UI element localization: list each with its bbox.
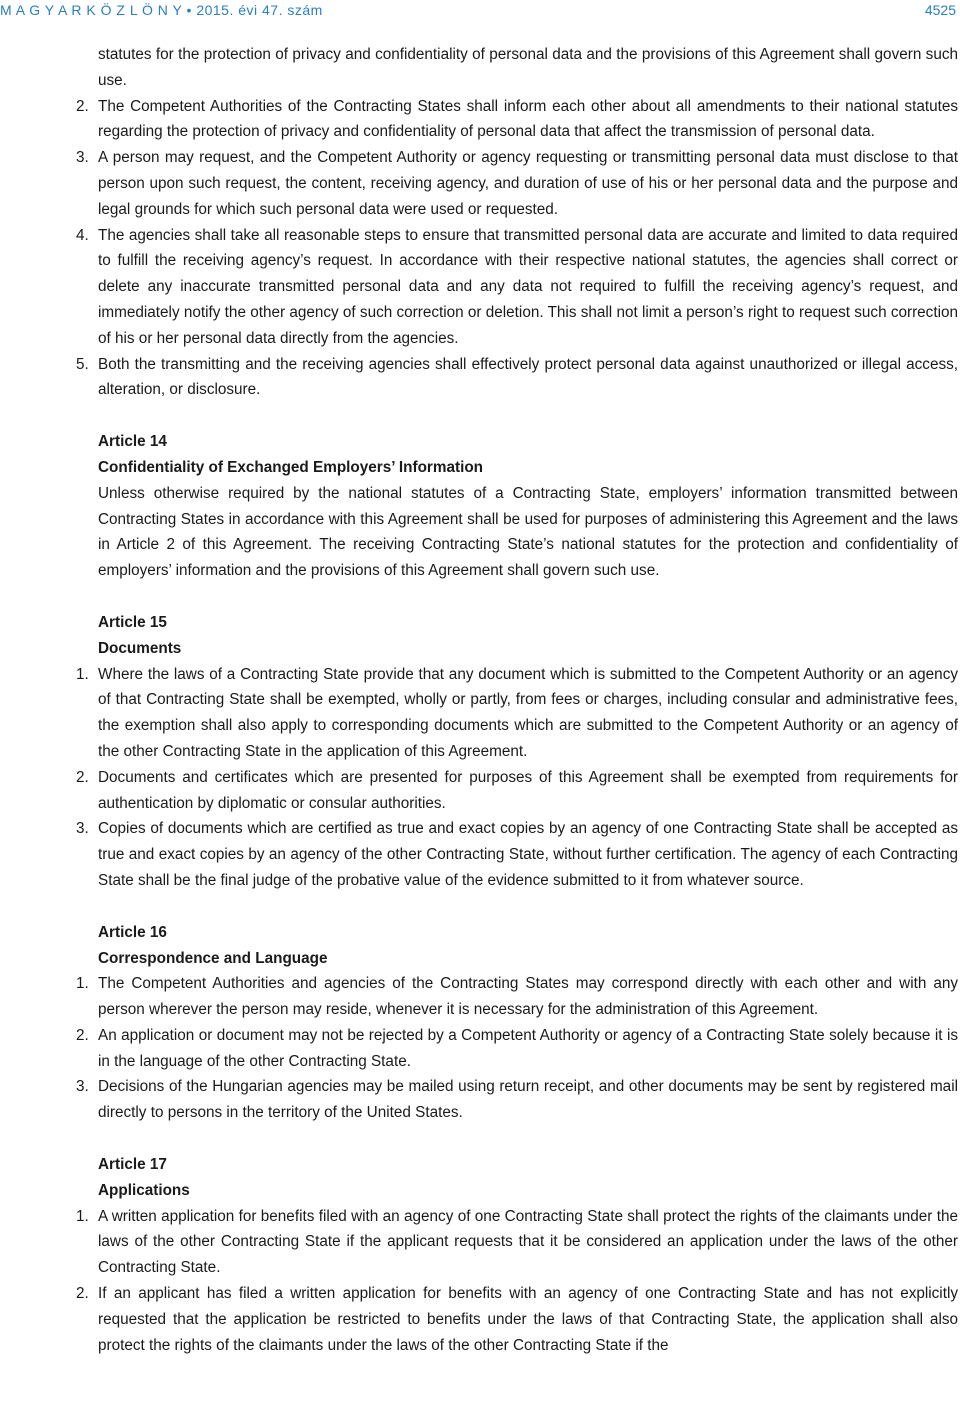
article-title: Applications — [98, 1181, 190, 1199]
item-number: 1. — [76, 665, 89, 683]
list-item — [0, 971, 958, 1023]
item-number: 2. — [76, 1285, 89, 1303]
item-number: 4. — [76, 226, 89, 244]
item-text: A written application for benefits filed with an agency of one Contracting State shall protect the rights of the claimants under the laws of the other Contracting State if the applicant requests that it be considered an application under the laws of the other Contracting State. — [98, 1207, 958, 1277]
list-item — [0, 662, 958, 765]
page-number: 4525 — [924, 2, 956, 18]
item-number: 2. — [76, 97, 89, 115]
list-item — [0, 1204, 958, 1281]
list-item — [0, 352, 958, 404]
document-body — [0, 42, 958, 1358]
item-text: Copies of documents which are certified as true and exact copies by an agency of one Contracting State shall be accepted as true and exact copies by an agency of the other Contracting State, without further certification. The agency of each Contracting State shall be the final judge of the probative value of the evidence submitted to it from whatever source. — [98, 820, 958, 889]
item-number: 2. — [76, 768, 89, 786]
item-text: The Competent Authorities of the Contracting States shall inform each other about all amendments to their national statutes regarding the protection of privacy and confidentiality of personal data that affect the transmission of personal data. — [98, 97, 958, 141]
item-text: The Competent Authorities and agencies of the Contracting States may correspond directly with each other and with any person wherever the person may reside, whenever it is necessary for the administration of this Agreement. — [98, 975, 958, 1019]
list-item — [0, 94, 958, 146]
list-item — [0, 765, 958, 817]
item-text: The agencies shall take all reasonable steps to ensure that transmitted personal data are accurate and limited to data required to fulfill the receiving agency’s request. In accordance with their respective national statutes, the agencies shall correct or delete any inaccurate transmitted personal data and any data not required to fulfill the receiving agency’s request, and immediately notify the other agency of such correction or deletion. This shall not limit a person’s right to request such correction of his or her personal data directly from the agencies. — [98, 226, 958, 347]
item-number: 3. — [76, 1078, 89, 1096]
article-number: Article 16 — [98, 923, 167, 941]
item-text: Decisions of the Hungarian agencies may be mailed using return receipt, and other documents may be sent by registered mail directly to persons in the territory of the United States. — [98, 1078, 958, 1122]
item-number: 3. — [76, 149, 89, 167]
article-title: Documents — [98, 639, 182, 657]
journal-title: M A G Y A R K Ö Z L Ö N Y • 2015. évi 47. szám — [0, 2, 323, 18]
list-item — [0, 145, 958, 222]
item-text: An application or document may not be rejected by a Competent Authority or agency of a Contracting State solely because it is in the language of the other Contracting State. — [98, 1026, 958, 1070]
item-text: Documents and certificates which are presented for purposes of this Agreement shall be exempted from requirements for authentication by diplomatic or consular authorities. — [98, 768, 958, 812]
item-text: Where the laws of a Contracting State provide that any document which is submitted to the Competent Authority or an agency of that Contracting State shall be exempted, wholly or partly, from fees or charges, including consular and administrative fees, the exemption shall also apply to corresponding documents which are submitted to the Competent Authority or an agency of the other Contracting State in the application of this Agreement. — [98, 665, 958, 760]
article-title: Confidentiality of Exchanged Employers’ Information — [98, 458, 484, 476]
item-text: If an applicant has filed a written application for benefits with an agency of one Contracting State and has not explicitly requested that the application be restricted to benefits under the laws of that Contracting State, the application shall also protect the rights of the claimants under the laws of the other Contracting State if the — [98, 1285, 958, 1354]
list-item — [0, 1074, 958, 1126]
article-number: Article 14 — [98, 433, 167, 451]
page-header — [0, 0, 960, 22]
item-number: 2. — [76, 1026, 89, 1044]
item-number: 1. — [76, 975, 89, 993]
item-number: 5. — [76, 355, 89, 373]
item-number: 3. — [76, 820, 89, 838]
list-item — [0, 1281, 958, 1358]
item-number: 1. — [76, 1207, 89, 1225]
list-item — [0, 816, 958, 893]
article-paragraph: Unless otherwise required by the national statutes of a Contracting State, employers’ information transmitted between Contracting States in accordance with this Agreement shall be used for purposes of administering this Agreement and the laws in Article 2 of this Agreement. The receiving Contracting State’s national statutes for the protection and confidentiality of employers’ information and the provisions of this Agreement shall govern such use. — [98, 484, 958, 580]
list-item — [0, 223, 958, 352]
paragraph-continuation: statutes for the protection of privacy and confidentiality of personal data and the provisions of this Agreement shall govern such use. — [98, 46, 958, 89]
article-number: Article 15 — [98, 613, 167, 631]
article-title: Correspondence and Language — [98, 949, 328, 967]
item-text: A person may request, and the Competent Authority or agency requesting or transmitting personal data must disclose to that person upon such request, the content, receiving agency, and duration of use of his or her personal data and the purpose and legal grounds for which such personal data were used or requested. — [98, 149, 958, 218]
list-item — [0, 1023, 958, 1075]
article-number: Article 17 — [98, 1156, 167, 1174]
item-text: Both the transmitting and the receiving agencies shall effectively protect personal data against unauthorized or illegal access, alteration, or disclosure. — [98, 355, 958, 399]
